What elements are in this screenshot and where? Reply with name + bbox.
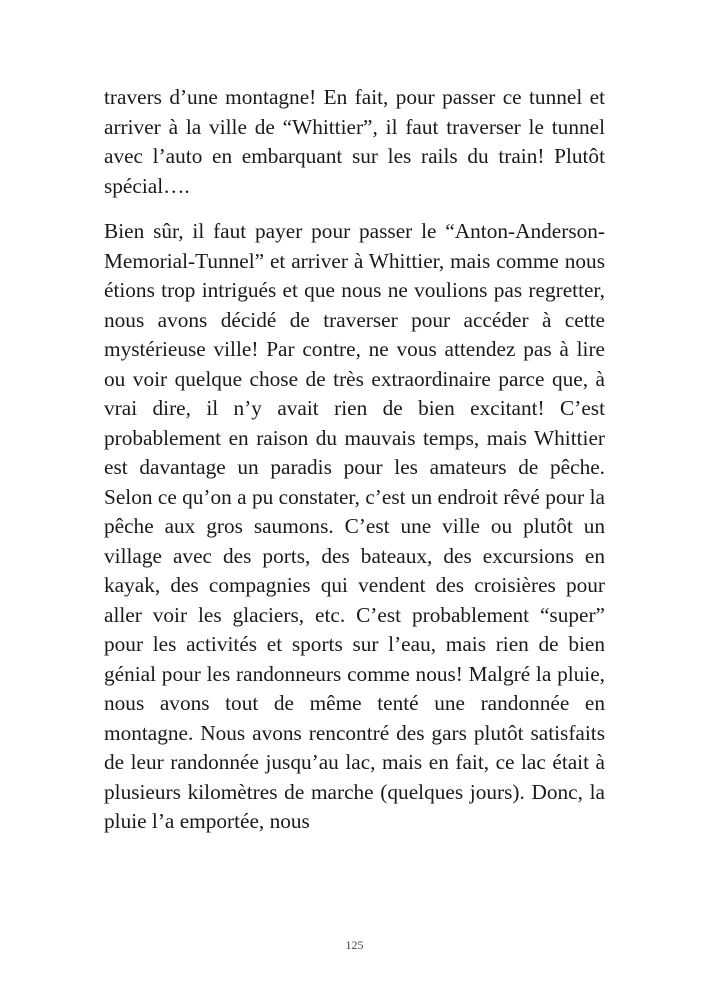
paragraph-1: travers d’une montagne! En fait, pour passer ce tunnel et arriver à la ville de “Whittier”, il faut traverser le tunnel avec l’auto en embarquant sur les rails du train! Plutôt spécial….: [104, 85, 605, 198]
body-text: [104, 83, 605, 837]
paragraph-2: Bien sûr, il faut payer pour passer le “Anton-Anderson-Memorial-Tunnel” et arriver à Whittier, mais comme nous étions trop intrigués et que nous ne voulions pas regretter, nous avons décidé de traverser pour accéder à cette mystérieuse ville! Par contre, ne vous attendez pas à lire ou voir quelque chose de très extraordinaire parce que, à vrai dire, il n’y avait rien de bien excitant! C’est probablement en raison du mauvais temps, mais Whittier est davantage un paradis pour les amateurs de pêche. Selon ce qu’on a pu constater, c’est un endroit rêvé pour la pêche aux gros saumons. C’est une ville ou plutôt un village avec des ports, des bateaux, des excursions en kayak, des compagnies qui vendent des croisières pour aller voir les glaciers, etc. C’est probablement “super” pour les activités et sports sur l’eau, mais rien de bien génial pour les randonneurs comme nous! Malgré la pluie, nous avons tout de même tenté une randonnée en montagne. Nous avons rencontré des gars plutôt satisfaits de leur randonnée jusqu’au lac, mais en fait, ce lac était à plusieurs kilomètres de marche (quelques jours). Donc, la pluie l’a emportée, nous: [104, 219, 605, 833]
page-number: 125: [345, 938, 364, 952]
